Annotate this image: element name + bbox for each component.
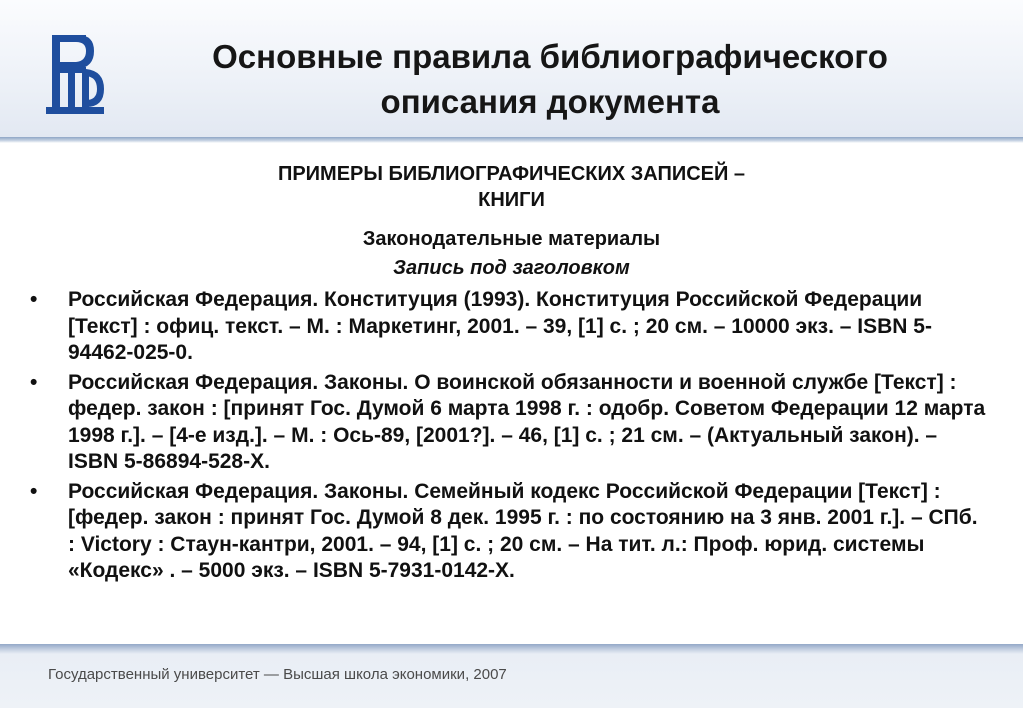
bibliography-entry: [30, 479, 990, 585]
hse-logo-icon: [42, 33, 110, 115]
bullet-icon: •: [30, 370, 38, 394]
slide-header: [0, 0, 1023, 138]
entry-text: Российская Федерация. Конституция (1993). Конституция Российской Федерации [Текст] : офиц. текст. – М. : Маркетинг, 2001. – 39, [1] с. ; 20 см. – 10000 экз. – ISBN 5-94462-025-0.: [68, 288, 932, 364]
bibliography-list: [30, 287, 990, 588]
slide-title: [150, 34, 950, 124]
category-heading: Законодательные материалы: [362, 228, 661, 250]
bullet-icon: •: [30, 288, 38, 311]
footer-caption: Государственный университет — Высшая школа экономики, 2007: [48, 666, 507, 683]
entry-text: Российская Федерация. Законы. Семейный кодекс Российской Федерации [Текст] : [федер. закон : принят Гос. Думой 8 дек. 1995 г. : по состоянию на 3 янв. 2001 г.]. – СПб. : Victory : Стаун-кантри, 2001. – 94, [1] с. ; 20 см. – На тит. л.: Проф. юрид. системы «Кодекс» . – 5000 экз. – ISBN 5-7931-0142-X.: [68, 479, 978, 582]
title-line-2: описания документа: [380, 83, 720, 120]
record-type-heading: Запись под заголовком: [393, 257, 630, 279]
bibliography-entry: [30, 287, 990, 367]
bibliography-entry: [30, 370, 990, 476]
section-heading-line-2: КНИГИ: [478, 189, 545, 211]
bullet-icon: •: [30, 479, 38, 503]
entry-text: Российская Федерация. Законы. О воинской обязанности и военной службе [Текст] : федер. закон : [принят Гос. Думой 6 марта 1998 г. : одобр. Советом Федерации 12 марта 1998 г.]. – [4-е изд.]. – М. : Ось-89, [2001?]. – 46, [1] с. ; 21 см. – (Актуальный закон). – ISBN 5-86894-528-X.: [68, 370, 986, 473]
section-heading: [0, 161, 1023, 213]
header-divider: [0, 137, 1023, 143]
section-heading-line-1: ПРИМЕРЫ БИБЛИОГРАФИЧЕСКИХ ЗАПИСЕЙ –: [277, 163, 746, 185]
title-line-1: Основные правила библиографического: [212, 38, 888, 75]
